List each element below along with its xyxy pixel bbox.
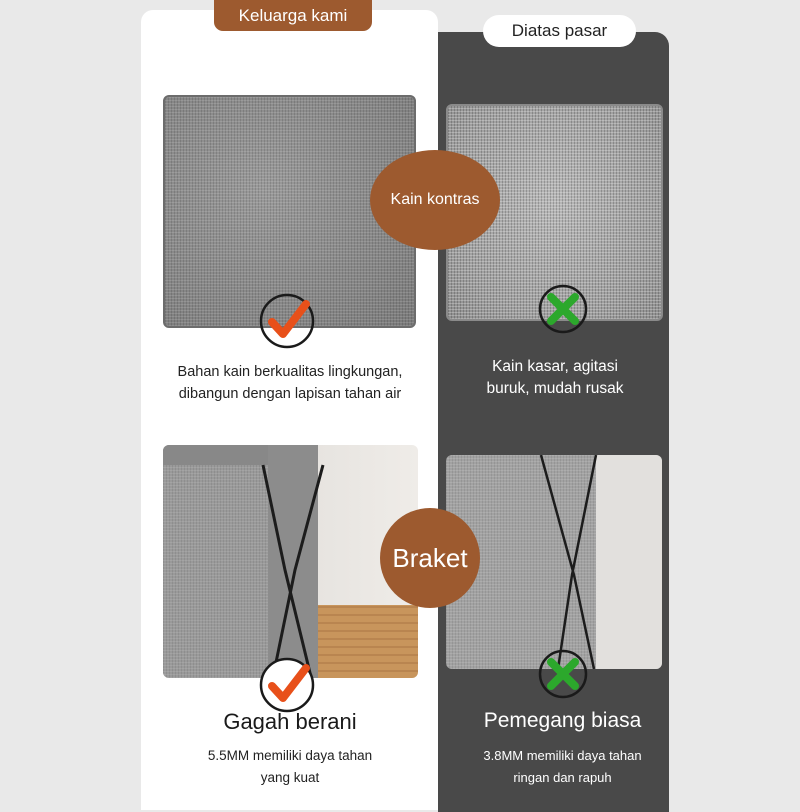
check-icon xyxy=(258,656,316,714)
quality-fabric-line-2: dibangun dengan lapisan tahan air xyxy=(178,386,402,402)
cross-icon xyxy=(537,648,589,700)
ordinary-bracket-description xyxy=(450,745,675,789)
bracket-badge: Braket xyxy=(380,508,480,608)
rough-fabric-line-2: buruk, mudah rusak xyxy=(486,380,624,397)
sturdy-bracket-line-1: 5.5MM memiliki daya tahan xyxy=(207,748,373,763)
our-family-tag: Keluarga kami xyxy=(214,0,372,31)
sturdy-bracket-description xyxy=(150,745,430,789)
ordinary-bracket-line-1: 3.8MM memiliki daya tahan xyxy=(483,748,642,763)
check-icon xyxy=(258,292,316,350)
quality-fabric-line-1: Bahan kain berkualitas lingkungan, xyxy=(177,364,403,380)
sturdy-bracket-line-2: yang kuat xyxy=(260,770,320,785)
rough-fabric-description xyxy=(450,356,660,400)
sturdy-bracket-title: Gagah berani xyxy=(223,709,357,734)
rough-fabric-line-1: Kain kasar, agitasi xyxy=(492,358,618,375)
fabric-contrast-badge: Kain kontras xyxy=(370,150,500,250)
market-tag: Diatas pasar xyxy=(483,15,636,47)
cross-icon xyxy=(537,283,589,335)
ordinary-bracket-title: Pemegang biasa xyxy=(483,709,642,732)
quality-fabric-description xyxy=(150,361,430,405)
ordinary-bracket-line-2: ringan dan rapuh xyxy=(513,770,612,785)
